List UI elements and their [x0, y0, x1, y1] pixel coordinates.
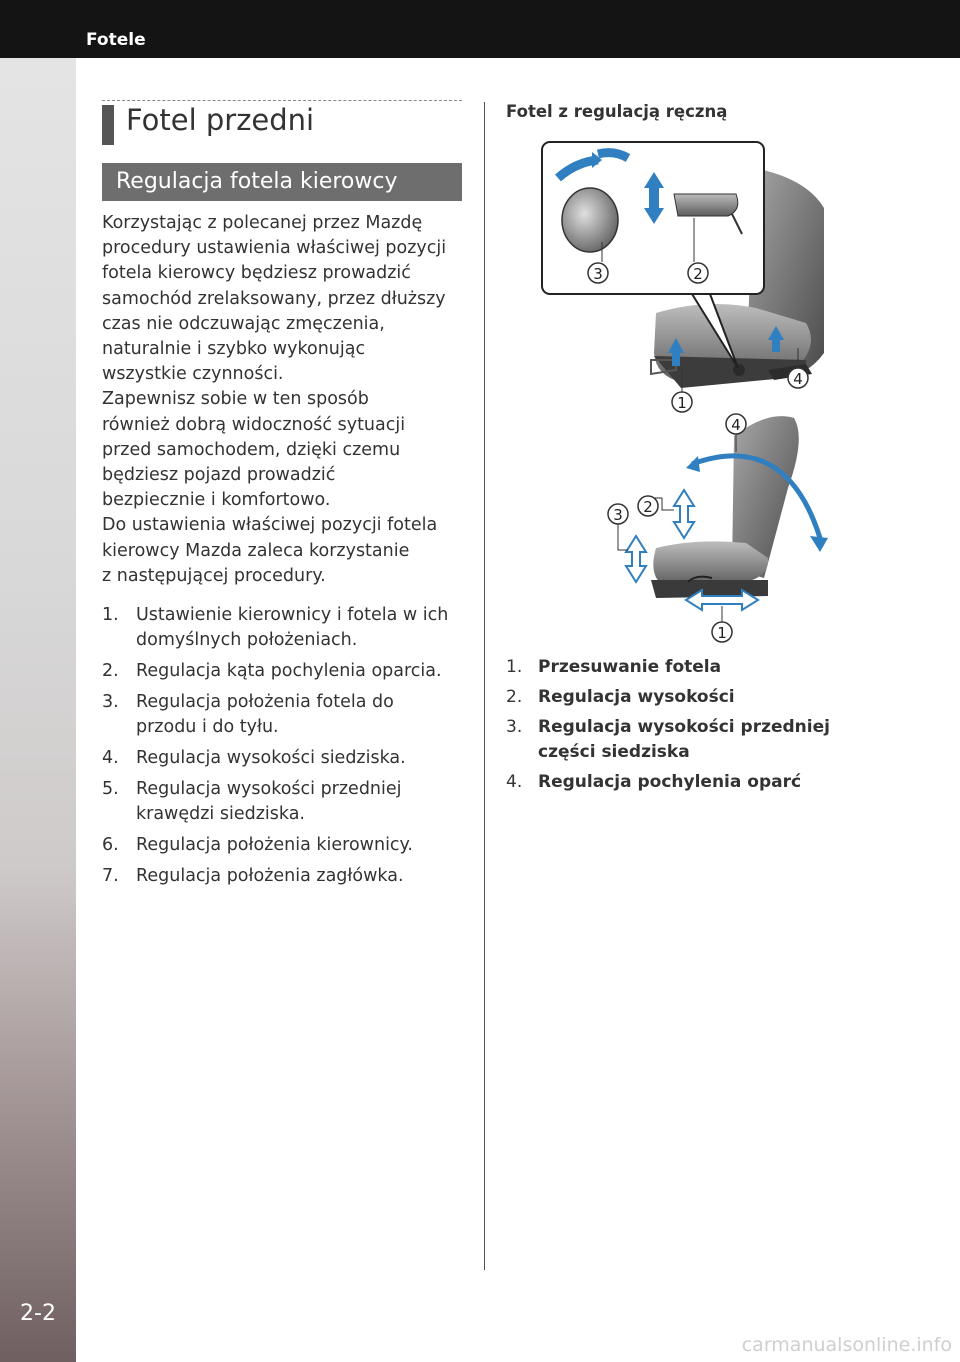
step-number: 2.: [102, 661, 119, 682]
section-marker: [102, 105, 114, 145]
list-item: [506, 770, 836, 795]
header-bar: [0, 0, 960, 58]
part-number: 1.: [506, 657, 523, 677]
right-column: [506, 100, 938, 792]
procedure-list: [102, 603, 462, 889]
page-number: 2-2: [20, 1301, 56, 1326]
callout-number: 3: [613, 506, 623, 524]
list-item: [102, 690, 462, 740]
callout-number: 2: [643, 498, 653, 516]
part-number: 3.: [506, 717, 523, 737]
list-item: [102, 833, 462, 858]
step-number: 6.: [102, 835, 119, 856]
step-text: Regulacja kąta pochylenia oparcia.: [136, 661, 442, 682]
part-label: Przesuwanie fotela: [538, 657, 722, 677]
step-text: Regulacja wysokości siedziska.: [136, 748, 406, 769]
part-label: Regulacja pochylenia oparć: [538, 772, 802, 792]
part-number: 4.: [506, 772, 523, 792]
section-title: Fotel przedni: [126, 103, 315, 137]
list-item: [102, 746, 462, 771]
step-text: Regulacja wysokości przedniej krawędzi siedziska.: [136, 779, 402, 825]
list-item: [102, 864, 462, 889]
list-item: [102, 777, 462, 827]
step-number: 3.: [102, 692, 119, 713]
step-text: Regulacja położenia zagłówka.: [136, 866, 404, 887]
list-item: [102, 659, 462, 684]
callout-number: 3: [593, 265, 603, 283]
part-label: Regulacja wysokości przedniej części siedziska: [538, 717, 830, 762]
list-item: [102, 603, 462, 653]
list-item: [506, 655, 836, 680]
subsection-title: Regulacja fotela kierowcy: [102, 163, 462, 201]
parts-legend: [506, 655, 836, 800]
side-strip: [0, 58, 76, 1362]
callout-number: 1: [717, 624, 727, 642]
list-item: [506, 685, 836, 710]
intro-paragraph: Korzystając z polecanej przez Mazdę procedury ustawienia właściwej pozycji fotela kierowcy będziesz prowadzić samochód zrelaksowany, przez dłuższy czas nie odczuwając zmęczenia, naturalnie i szybko wykonując wszystkie czynności.: [102, 213, 447, 385]
intro-text: [102, 211, 462, 589]
part-number: 2.: [506, 687, 523, 707]
intro-paragraph: Zapewnisz sobie w ten sposób również dobrą widoczność sytuacji przed samochodem, dzięki czemu będziesz pojazd prowadzić bezpiecznie i komfortowo.: [102, 389, 406, 511]
step-number: 4.: [102, 748, 119, 769]
site-watermark: carmanualsonline.info: [741, 1334, 952, 1356]
callout-number: 2: [693, 265, 703, 283]
intro-paragraph: Do ustawienia właściwej pozycji fotela kierowcy Mazda zaleca korzystanie z następującej procedury.: [102, 515, 438, 586]
step-number: 7.: [102, 866, 119, 887]
callout-number: 1: [677, 394, 687, 412]
list-item: [506, 715, 836, 765]
step-text: Ustawienie kierownicy i fotela w ich domyślnych położeniach.: [136, 605, 449, 651]
step-number: 5.: [102, 779, 119, 800]
column-divider: [484, 102, 485, 1270]
callout-number: 4: [731, 416, 741, 434]
part-label: Regulacja wysokości: [538, 687, 735, 707]
callout-number: 4: [793, 370, 803, 388]
figure-caption: Fotel z regulacją ręczną: [506, 102, 728, 121]
section-heading: [102, 100, 462, 147]
step-text: Regulacja położenia fotela do przodu i do tyłu.: [136, 692, 394, 738]
seat-image-bottom: [651, 416, 799, 598]
left-column: [102, 100, 462, 895]
step-number: 1.: [102, 605, 119, 626]
step-text: Regulacja położenia kierownicy.: [136, 835, 413, 856]
seat-adjustment-figure: [506, 138, 836, 650]
header-title: Fotele: [86, 30, 146, 50]
